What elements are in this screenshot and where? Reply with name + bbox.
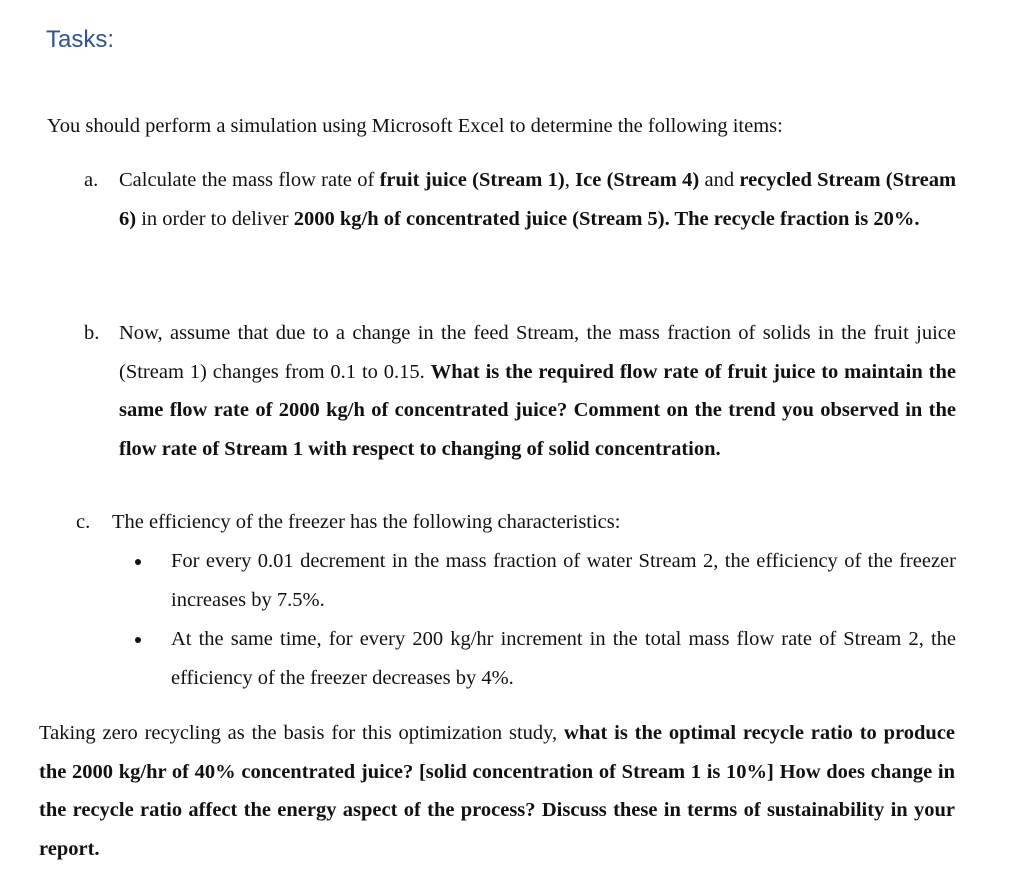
item-c-bullet-2: At the same time, for every 200 kg/hr increment in the total mass flow rate of Stream 2, the efficiency of the freezer decreases by 4%. [171, 628, 956, 689]
bullet-icon [135, 559, 141, 565]
item-a-part: in order to deliver [136, 207, 294, 230]
intro-paragraph: You should perform a simulation using Microsoft Excel to determine the following items: [47, 115, 783, 137]
item-c-marker: c. [76, 511, 91, 533]
item-c-bullet-1: For every 0.01 decrement in the mass fraction of water Stream 2, the efficiency of the freezer increases by 7.5%. [171, 550, 956, 611]
item-b-marker: b. [84, 322, 100, 344]
item-a-marker: a. [84, 169, 99, 191]
item-b-part: What is the required flow rate of fruit juice to maintain the same flow rate of 2000 kg/h of concentrated juice? Comment on the trend you observed in the flow rate of Stream 1 with respect to changing of solid concentration. [119, 360, 956, 460]
bullet-icon [135, 637, 141, 643]
item-c-text: The efficiency of the freezer has the following characteristics: [112, 511, 621, 533]
item-a-part: fruit juice (Stream 1) [379, 169, 565, 191]
closing-part: what is the optimal recycle ratio to produce the 2000 kg/hr of 40% concentrated juice? [solid concentration of Stream 1 is 10%] How does change in the recycle ratio affect the energy aspect of the process? Discuss these in terms of sustainability in your report. [39, 722, 956, 860]
item-a-part: and [699, 169, 740, 191]
section-heading: Tasks: [46, 26, 115, 53]
item-a-part: 2000 kg/h of concentrated juice (Stream 5). The recycle fraction is 20%. [293, 207, 920, 230]
item-a-text [119, 161, 956, 238]
item-a-part: recycled Stream (Stream 6) [119, 169, 957, 230]
closing-part: Taking zero recycling as the basis for this optimization study, [39, 722, 565, 744]
item-a-part: , [564, 169, 576, 191]
item-a-part: Calculate the mass flow rate of [119, 169, 380, 191]
closing-paragraph [39, 714, 955, 868]
item-a-part: Ice (Stream 4) [575, 169, 700, 191]
item-b-part: Now, assume that due to a change in the feed Stream, the mass fraction of solids in the fruit juice (Stream 1) changes from 0.1 to 0.15. [119, 322, 956, 383]
item-b-text [119, 314, 956, 468]
